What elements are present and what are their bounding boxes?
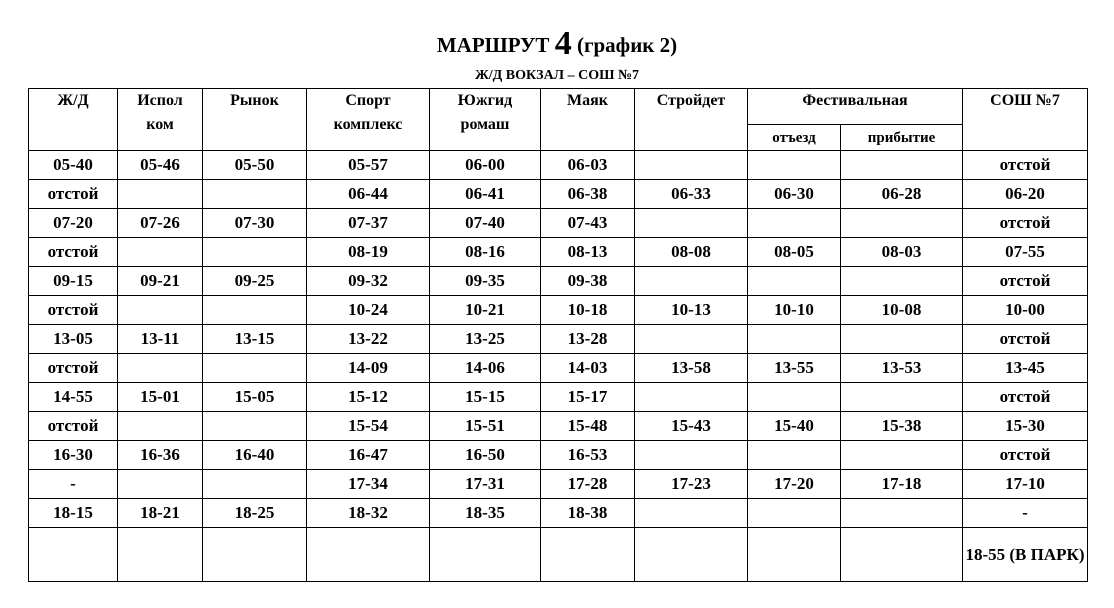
cell-ispolkom xyxy=(118,296,203,325)
cell-rynok xyxy=(203,354,307,383)
header-pribytie: прибытие xyxy=(841,125,963,151)
cell-yuzhgidromash: 14-06 xyxy=(430,354,541,383)
cell-mayak: 13-28 xyxy=(541,325,635,354)
cell-yuzhgidromash: 17-31 xyxy=(430,470,541,499)
cell-zhd: отстой xyxy=(29,412,118,441)
cell-pribytie: 06-28 xyxy=(841,180,963,209)
table-row xyxy=(29,209,1088,238)
cell-rynok: 18-25 xyxy=(203,499,307,528)
cell-pribytie: 15-38 xyxy=(841,412,963,441)
cell-sportkompleks: 10-24 xyxy=(307,296,430,325)
table-row xyxy=(29,238,1088,267)
cell-otezd xyxy=(748,528,841,582)
header-stroydet: Стройдет xyxy=(635,89,748,151)
table-row xyxy=(29,499,1088,528)
cell-otezd: 10-10 xyxy=(748,296,841,325)
cell-otezd: 08-05 xyxy=(748,238,841,267)
cell-zhd: 13-05 xyxy=(29,325,118,354)
cell-ispolkom: 07-26 xyxy=(118,209,203,238)
cell-rynok: 15-05 xyxy=(203,383,307,412)
title-prefix: МАРШРУТ xyxy=(436,33,555,57)
cell-ispolkom: 18-21 xyxy=(118,499,203,528)
cell-sosh7: отстой xyxy=(963,325,1088,354)
cell-ispolkom: 05-46 xyxy=(118,151,203,180)
route-subtitle: Ж/Д ВОКЗАЛ – СОШ №7 xyxy=(474,68,640,83)
cell-yuzhgidromash: 15-15 xyxy=(430,383,541,412)
cell-zhd: 14-55 xyxy=(29,383,118,412)
cell-yuzhgidromash: 06-41 xyxy=(430,180,541,209)
cell-stroydet xyxy=(635,499,748,528)
table-row xyxy=(29,354,1088,383)
cell-stroydet xyxy=(635,441,748,470)
cell-rynok xyxy=(203,296,307,325)
cell-sosh7: 07-55 xyxy=(963,238,1088,267)
cell-mayak: 16-53 xyxy=(541,441,635,470)
cell-otezd xyxy=(748,209,841,238)
cell-mayak: 06-38 xyxy=(541,180,635,209)
cell-yuzhgidromash: 06-00 xyxy=(430,151,541,180)
cell-zhd: отстой xyxy=(29,354,118,383)
table-row xyxy=(29,296,1088,325)
cell-sosh7: 18-55 (В ПАРК) xyxy=(963,528,1088,582)
cell-stroydet xyxy=(635,151,748,180)
cell-yuzhgidromash: 18-35 xyxy=(430,499,541,528)
cell-zhd: отстой xyxy=(29,238,118,267)
cell-mayak: 18-38 xyxy=(541,499,635,528)
cell-zhd: 07-20 xyxy=(29,209,118,238)
table-row xyxy=(29,325,1088,354)
table-row xyxy=(29,267,1088,296)
table-row xyxy=(29,180,1088,209)
cell-zhd: отстой xyxy=(29,296,118,325)
cell-stroydet: 13-58 xyxy=(635,354,748,383)
cell-sosh7: 17-10 xyxy=(963,470,1088,499)
cell-stroydet: 06-33 xyxy=(635,180,748,209)
cell-otezd xyxy=(748,383,841,412)
cell-ispolkom xyxy=(118,354,203,383)
cell-sportkompleks: 06-44 xyxy=(307,180,430,209)
cell-yuzhgidromash: 08-16 xyxy=(430,238,541,267)
header-sosh7: СОШ №7 xyxy=(963,89,1088,151)
header-rynok: Рынок xyxy=(203,89,307,151)
cell-stroydet: 15-43 xyxy=(635,412,748,441)
cell-pribytie: 08-03 xyxy=(841,238,963,267)
cell-sportkompleks xyxy=(307,528,430,582)
header-mayak: Маяк xyxy=(541,89,635,151)
cell-otezd: 17-20 xyxy=(748,470,841,499)
cell-sportkompleks: 16-47 xyxy=(307,441,430,470)
cell-mayak xyxy=(541,528,635,582)
page-title xyxy=(0,25,1114,62)
cell-rynok: 07-30 xyxy=(203,209,307,238)
cell-zhd: - xyxy=(29,470,118,499)
header-festivalnaya: Фестивальная xyxy=(748,89,963,125)
cell-rynok: 16-40 xyxy=(203,441,307,470)
cell-sosh7: 10-00 xyxy=(963,296,1088,325)
cell-sosh7: - xyxy=(963,499,1088,528)
cell-rynok xyxy=(203,528,307,582)
cell-ispolkom xyxy=(118,470,203,499)
cell-stroydet: 10-13 xyxy=(635,296,748,325)
cell-otezd: 13-55 xyxy=(748,354,841,383)
cell-pribytie: 13-53 xyxy=(841,354,963,383)
cell-pribytie xyxy=(841,528,963,582)
cell-stroydet xyxy=(635,383,748,412)
cell-sportkompleks: 07-37 xyxy=(307,209,430,238)
cell-mayak: 10-18 xyxy=(541,296,635,325)
table-row xyxy=(29,528,1088,582)
cell-stroydet xyxy=(635,528,748,582)
cell-sosh7: отстой xyxy=(963,267,1088,296)
cell-sosh7: отстой xyxy=(963,151,1088,180)
cell-rynok: 09-25 xyxy=(203,267,307,296)
cell-ispolkom xyxy=(118,180,203,209)
cell-rynok: 05-50 xyxy=(203,151,307,180)
cell-sosh7: отстой xyxy=(963,209,1088,238)
cell-mayak: 09-38 xyxy=(541,267,635,296)
cell-sportkompleks: 08-19 xyxy=(307,238,430,267)
cell-stroydet xyxy=(635,267,748,296)
cell-stroydet xyxy=(635,209,748,238)
cell-rynok xyxy=(203,238,307,267)
header-zhd: Ж/Д xyxy=(29,89,118,151)
header-sportkompleks: Спорт комплекс xyxy=(307,89,430,151)
cell-mayak: 08-13 xyxy=(541,238,635,267)
cell-sportkompleks: 15-12 xyxy=(307,383,430,412)
schedule-table xyxy=(28,88,1088,582)
cell-mayak: 17-28 xyxy=(541,470,635,499)
cell-sportkompleks: 05-57 xyxy=(307,151,430,180)
cell-otezd xyxy=(748,441,841,470)
cell-yuzhgidromash: 10-21 xyxy=(430,296,541,325)
cell-pribytie xyxy=(841,151,963,180)
cell-rynok xyxy=(203,180,307,209)
cell-sportkompleks: 13-22 xyxy=(307,325,430,354)
cell-otezd: 15-40 xyxy=(748,412,841,441)
cell-sosh7: отстой xyxy=(963,383,1088,412)
cell-mayak: 15-17 xyxy=(541,383,635,412)
cell-stroydet: 17-23 xyxy=(635,470,748,499)
cell-zhd xyxy=(29,528,118,582)
cell-rynok: 13-15 xyxy=(203,325,307,354)
cell-otezd xyxy=(748,325,841,354)
cell-mayak: 07-43 xyxy=(541,209,635,238)
cell-yuzhgidromash: 07-40 xyxy=(430,209,541,238)
cell-ispolkom xyxy=(118,528,203,582)
cell-sosh7: 15-30 xyxy=(963,412,1088,441)
cell-zhd: 05-40 xyxy=(29,151,118,180)
cell-pribytie xyxy=(841,209,963,238)
table-row xyxy=(29,470,1088,499)
cell-pribytie: 17-18 xyxy=(841,470,963,499)
cell-mayak: 15-48 xyxy=(541,412,635,441)
cell-sosh7: 06-20 xyxy=(963,180,1088,209)
cell-pribytie xyxy=(841,499,963,528)
cell-stroydet xyxy=(635,325,748,354)
cell-rynok xyxy=(203,470,307,499)
route-number: 4 xyxy=(554,25,572,62)
cell-pribytie: 10-08 xyxy=(841,296,963,325)
cell-yuzhgidromash: 16-50 xyxy=(430,441,541,470)
cell-sportkompleks: 18-32 xyxy=(307,499,430,528)
cell-zhd: отстой xyxy=(29,180,118,209)
cell-ispolkom: 16-36 xyxy=(118,441,203,470)
cell-sosh7: 13-45 xyxy=(963,354,1088,383)
cell-mayak: 06-03 xyxy=(541,151,635,180)
table-row xyxy=(29,441,1088,470)
cell-stroydet: 08-08 xyxy=(635,238,748,267)
cell-zhd: 16-30 xyxy=(29,441,118,470)
cell-yuzhgidromash xyxy=(430,528,541,582)
table-row xyxy=(29,151,1088,180)
cell-mayak: 14-03 xyxy=(541,354,635,383)
cell-yuzhgidromash: 15-51 xyxy=(430,412,541,441)
cell-sportkompleks: 17-34 xyxy=(307,470,430,499)
cell-pribytie xyxy=(841,441,963,470)
cell-zhd: 18-15 xyxy=(29,499,118,528)
cell-yuzhgidromash: 09-35 xyxy=(430,267,541,296)
cell-zhd: 09-15 xyxy=(29,267,118,296)
header-yuzhgidromash: Южгид ромаш xyxy=(430,89,541,151)
cell-sportkompleks: 09-32 xyxy=(307,267,430,296)
cell-sportkompleks: 14-09 xyxy=(307,354,430,383)
table-row xyxy=(29,383,1088,412)
cell-ispolkom xyxy=(118,238,203,267)
cell-sportkompleks: 15-54 xyxy=(307,412,430,441)
cell-ispolkom xyxy=(118,412,203,441)
cell-otezd xyxy=(748,499,841,528)
cell-ispolkom: 09-21 xyxy=(118,267,203,296)
header-ispolkom: Испол ком xyxy=(118,89,203,151)
cell-otezd xyxy=(748,267,841,296)
cell-otezd xyxy=(748,151,841,180)
cell-ispolkom: 15-01 xyxy=(118,383,203,412)
cell-otezd: 06-30 xyxy=(748,180,841,209)
cell-sosh7: отстой xyxy=(963,441,1088,470)
cell-pribytie xyxy=(841,267,963,296)
cell-ispolkom: 13-11 xyxy=(118,325,203,354)
cell-pribytie xyxy=(841,325,963,354)
title-suffix: (график 2) xyxy=(571,33,678,57)
header-otezd: отъезд xyxy=(748,125,841,151)
cell-pribytie xyxy=(841,383,963,412)
table-row xyxy=(29,412,1088,441)
cell-rynok xyxy=(203,412,307,441)
cell-yuzhgidromash: 13-25 xyxy=(430,325,541,354)
